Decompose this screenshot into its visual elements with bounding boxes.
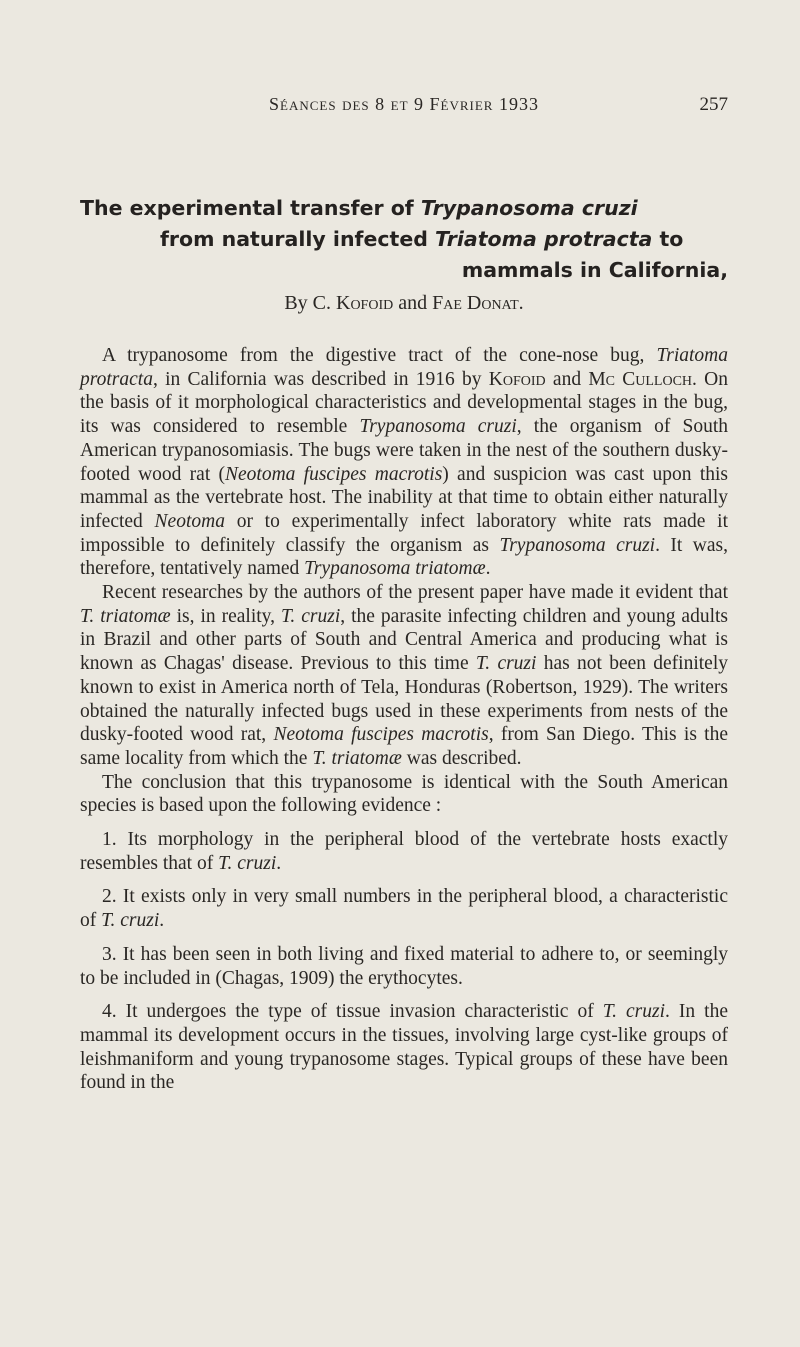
- title-line-3: mammals in California,: [461, 258, 728, 282]
- running-head: [80, 94, 728, 120]
- title-line-1: The experimental transfer of Trypanosoma cruzi: [80, 196, 638, 220]
- title-line-2: from naturally infected Triatoma protracta to: [160, 227, 684, 251]
- paragraph-1: A trypanosome from the digestive tract of the cone-nose bug, Triatoma protracta, in California was described in 1916 by Kofoid and Mc Culloch. On the basis of it morphological characteristics and developmental stages in the bug, its was considered to resemble Trypanosoma cruzi, the organism of South American trypanosomiasis. The bugs were taken in the nest of the southern dusky-footed wood rat (Neotoma fuscipes macrotis) and suspicion was cast upon this mammal as the vertebrate host. The inability at that time to obtain either naturally infected Neotoma or to experimentally infect laboratory white rats made it impossible to definitely classify the organism as Trypanosoma cruzi. It was, therefore, tentatively named Trypanosoma triatomæ.: [80, 345, 729, 580]
- paragraph-2: Recent researches by the authors of the present paper have made it evident that T. triatomæ is, in reality, T. cruzi, the parasite infecting children and young adults in Brazil and other parts of South and Central America and producing what is known as Chagas' disease. Previous to this time T. cruzi has not been definitely known to exist in America north of Tela, Honduras (Robertson, 1929). The writers obtained the naturally infected bugs used in these experiments from nests of the dusky-footed wood rat, Neotoma fuscipes macrotis, from San Diego. This is the same locality from which the T. triatomæ was described.: [80, 582, 729, 769]
- running-title: Séances des 8 et 9 Février 1933: [269, 94, 539, 114]
- article-title: [80, 193, 728, 286]
- paragraph-3: The conclusion that this trypanosome is identical with the South American species is based upon the following evidence :: [80, 771, 728, 817]
- author-byline: By C. Kofoid and Fae Donat.: [284, 292, 524, 314]
- author-2: Fae Donat.: [432, 292, 524, 314]
- evidence-item-1: 1. Its morphology in the peripheral blood of the vertebrate hosts exactly resembles that of T. cruzi.: [80, 829, 728, 874]
- title-vector-name: Triatoma protracta: [435, 227, 653, 251]
- evidence-item-2: 2. It exists only in very small numbers in the peripheral blood, a characteristic of T. cruzi.: [80, 886, 728, 932]
- page-number: 257: [699, 94, 728, 115]
- evidence-item-3: 3. It has been seen in both living and fixed material to adhere to, or seemingly to be included in (Chagas, 1909) the erythocytes.: [80, 943, 728, 989]
- article-body: [80, 344, 728, 1095]
- evidence-item-4: 4. It undergoes the type of tissue invasion characteristic of T. cruzi. In the mammal its development occurs in the tissues, involving large cyst-like groups of leishmaniform and young trypanosome stages. Typical groups of these have been found in the: [80, 1001, 728, 1094]
- title-species-name: Trypanosoma cruzi: [420, 196, 638, 220]
- author-1: C. Kofoid: [312, 292, 394, 314]
